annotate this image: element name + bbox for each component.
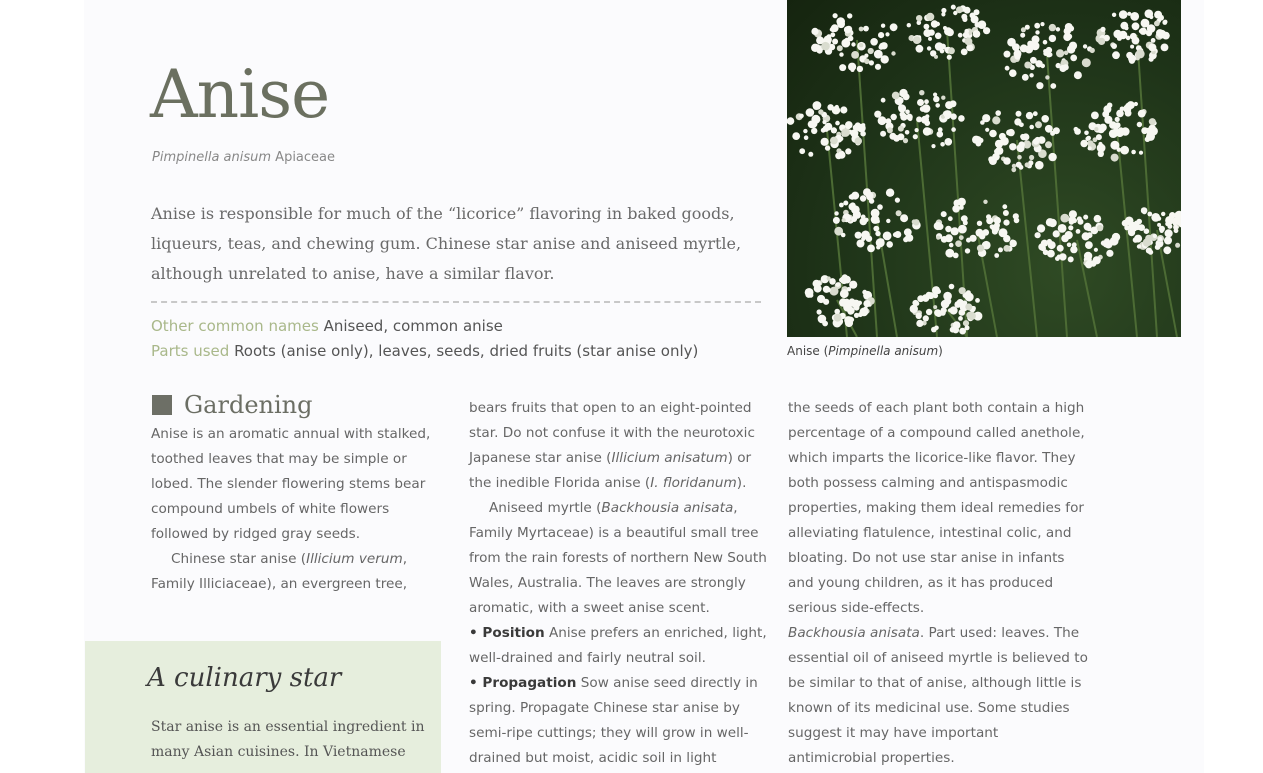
parts-used-value: Roots (anise only), leaves, seeds, dried fruits (star anise only) (234, 342, 699, 360)
botanical-name (152, 150, 335, 165)
position-label: • Position (469, 625, 545, 641)
col3-p2-latin: Backhousia anisata (788, 625, 920, 641)
flower-umbel-10 (1035, 210, 1121, 337)
other-names-value: Aniseed, common anise (323, 317, 503, 335)
col2-p1-b: ) or the inedible Florida anise ( (469, 450, 752, 491)
flower-umbels-illustration (787, 0, 1181, 337)
position-paragraph (469, 621, 769, 671)
flower-umbel-13 (910, 284, 983, 337)
flower-umbel-1 (907, 5, 991, 337)
section-title: Gardening (184, 391, 313, 419)
photo-caption (787, 344, 943, 358)
col2-p1-latin1: Illicium anisatum (611, 450, 728, 466)
column-2 (469, 396, 769, 771)
caption-latin: Pimpinella anisum (828, 344, 939, 358)
col3-paragraph-1: the seeds of each plant both contain a high percentage of a compound called anethole, which imparts the licorice-like flavor. They both possess calming and antispasmodic properties, making them ideal remedies for alleviating flatulence, intestinal colic, and bloating. Do not use star anise in infants and young children, as it has produced serious side-effects. (788, 400, 1085, 616)
other-names-row (151, 315, 771, 337)
propagation-paragraph (469, 671, 769, 771)
page-title: Anise (150, 56, 330, 133)
family-name: Apiaceae (275, 150, 336, 165)
parts-used-row (151, 340, 771, 362)
col1-p2-b: , Family Illiciaceae), an evergreen tree, (151, 551, 408, 592)
intro-paragraph: Anise is responsible for much of the “licorice” flavoring in baked goods, liqueurs, teas, and chewing gum. Chinese star anise and aniseed myrtle, although unrelated to anise, have a similar flavor. (151, 204, 742, 283)
propagation-label: • Propagation (469, 675, 577, 691)
section-square-icon (152, 395, 172, 415)
anise-flower-photo (787, 0, 1181, 337)
dashed-divider (151, 301, 761, 303)
col1-p2-a: Chinese star anise ( (171, 551, 307, 567)
latin-name: Pimpinella anisum (152, 150, 272, 165)
flower-umbel-2 (1004, 22, 1095, 337)
col2-p2-b: , Family Myrtaceae) is a beautiful small tree from the rain forests of northern New South Wales, Australia. The leaves are strongly aromatic, with a sweet anise scent. (469, 500, 767, 616)
sidebar-text: Star anise is an essential ingredient in many Asian cuisines. In Vietnamese (151, 719, 425, 760)
propagation-text: Sow anise seed directly in spring. Propagate Chinese star anise by semi-ripe cuttings; they will grow in well-drained but moist, acidic soil in light (469, 675, 758, 766)
position-text: Anise prefers an enriched, light, well-drained and fairly neutral soil. (469, 625, 767, 666)
column-1 (151, 422, 441, 597)
col3-paragraph-2 (788, 621, 1088, 771)
col2-p1-a: bears fruits that open to an eight-pointed star. Do not confuse it with the neurotoxic Japanese star anise ( (469, 400, 755, 466)
col1-paragraph-2 (151, 547, 441, 597)
column-3 (788, 396, 1088, 771)
section-heading (152, 391, 312, 419)
other-names-label: Other common names (151, 317, 319, 335)
col2-p1-c: ). (736, 475, 747, 491)
culinary-star-sidebar (85, 641, 441, 773)
col1-paragraph-1: Anise is an aromatic annual with stalked, toothed leaves that may be simple or lobed. The slender flowering stems bear compound umbels of white flowers followed by ridged gray seeds. (151, 426, 431, 542)
col1-p2-latin: Illicium verum (306, 551, 403, 567)
col2-p1-latin2: I. floridanum (650, 475, 737, 491)
sidebar-title: A culinary star (147, 663, 342, 693)
col2-paragraph-1 (469, 396, 769, 496)
col3-p2-text: . Part used: leaves. The essential oil of aniseed myrtle is believed to be similar to that of anise, although little is known of its medicinal use. Some studies suggest it may have important antimicrobial properties. (788, 625, 1088, 766)
parts-used-label: Parts used (151, 342, 230, 360)
col2-paragraph-2 (469, 496, 769, 621)
caption-prefix: Anise ( (787, 344, 829, 358)
caption-suffix: ) (938, 344, 943, 358)
col2-p2-latin: Backhousia anisata (601, 500, 734, 516)
col2-p2-a: Aniseed myrtle ( (489, 500, 602, 516)
flower-umbel-12 (805, 274, 875, 337)
